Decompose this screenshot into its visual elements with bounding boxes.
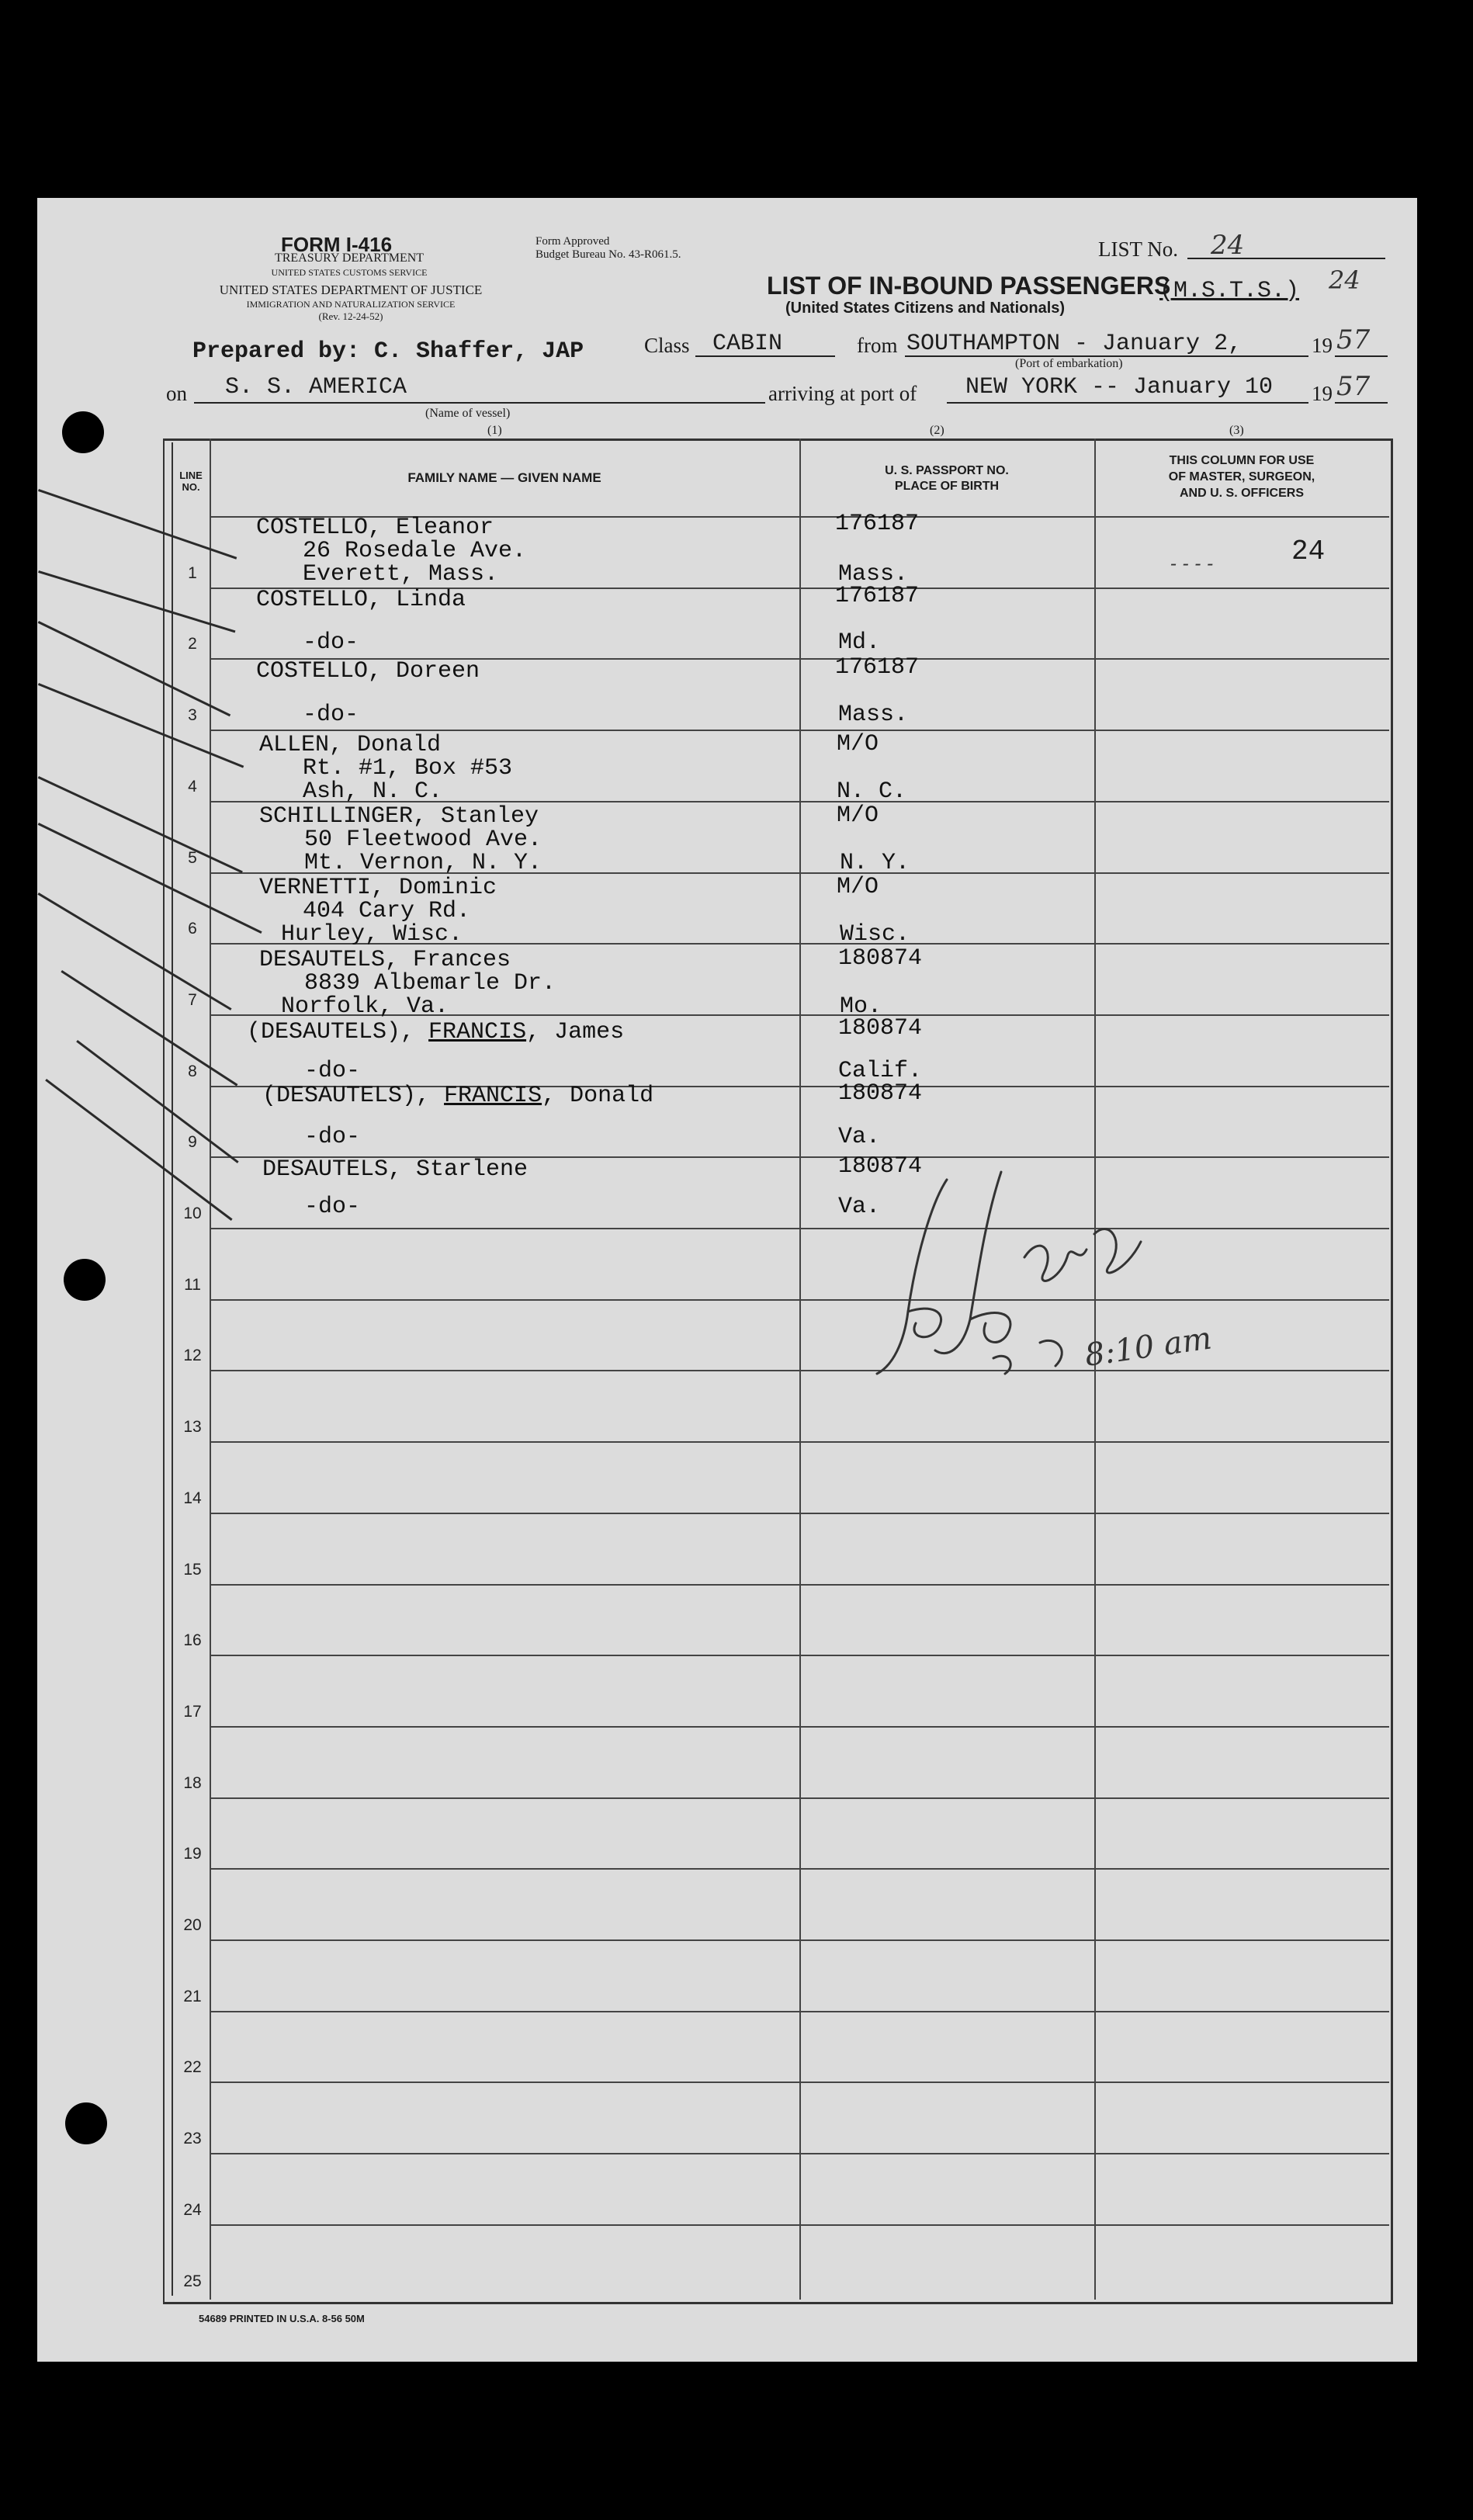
signature-time-note: 8:10 am xyxy=(1082,1320,1215,1374)
line-number: 1 xyxy=(188,564,197,582)
signature-stroke-5 xyxy=(1024,1246,1087,1281)
row-rule xyxy=(210,1797,1389,1799)
passenger-name: COSTELLO, Eleanor xyxy=(256,515,494,541)
place-of-birth: Mo. xyxy=(840,993,882,1020)
from-year-prefix: 19 xyxy=(1312,334,1333,357)
passenger-address-1: 26 Rosedale Ave. xyxy=(303,538,527,564)
header-officer-1: THIS COLUMN FOR USE xyxy=(1169,454,1315,467)
vessel-underline xyxy=(194,402,765,404)
row-rule xyxy=(210,2082,1389,2083)
signature-stroke-7 xyxy=(993,1340,1062,1374)
line-number: 13 xyxy=(183,1418,202,1436)
line-number: 20 xyxy=(183,1916,202,1934)
passenger-address-2: -do- xyxy=(303,629,359,656)
row-rule xyxy=(210,1584,1389,1586)
print-footer: 54689 PRINTED IN U.S.A. 8-56 50M xyxy=(199,2313,365,2324)
line-number: 9 xyxy=(188,1133,197,1151)
name-suffix: , Donald xyxy=(542,1083,654,1109)
signature-stroke-2 xyxy=(908,1309,941,1337)
msts-label: (M.S.T.S.) xyxy=(1159,278,1300,304)
line-number: 23 xyxy=(183,2130,202,2147)
list-title: LIST OF IN-BOUND PASSENGERS xyxy=(767,272,1171,300)
passport-number: 180874 xyxy=(838,1015,923,1042)
passenger-name: DESAUTELS, Frances xyxy=(259,947,511,973)
passenger-address-2: Ash, N. C. xyxy=(303,778,443,805)
list-no-label: LIST No. xyxy=(1098,237,1179,261)
form-number: FORM I-416 xyxy=(281,233,393,256)
class-label: Class xyxy=(644,334,690,357)
prepared-by: Prepared by: C. Shaffer, JAP xyxy=(192,338,584,365)
vessel-name: S. S. AMERICA xyxy=(225,374,407,400)
passenger-name: COSTELLO, Doreen xyxy=(256,658,480,685)
row-rule xyxy=(210,1939,1389,1941)
passport-number: 180874 xyxy=(838,1080,923,1107)
class-value: CABIN xyxy=(712,331,783,357)
agency-line-3: UNITED STATES DEPARTMENT OF JUSTICE xyxy=(219,283,483,297)
passenger-name: DESAUTELS, Starlene xyxy=(262,1156,529,1183)
line-number: 24 xyxy=(183,2201,202,2219)
column-divider-passport xyxy=(799,438,801,2300)
place-of-birth: Md. xyxy=(838,629,881,656)
place-of-birth: Wisc. xyxy=(840,921,910,948)
row-rule xyxy=(210,1655,1389,1656)
passenger-address-2: -do- xyxy=(303,702,359,728)
place-of-birth: Mass. xyxy=(838,702,909,728)
passenger-address-1: Rt. #1, Box #53 xyxy=(303,755,513,782)
passport-number: M/O xyxy=(837,874,879,900)
passenger-name xyxy=(247,1021,624,1044)
binder-hole-bottom xyxy=(65,2102,107,2144)
line-number: 19 xyxy=(183,1845,202,1863)
passenger-address-1: 50 Fleetwood Ave. xyxy=(304,827,542,853)
passenger-address-1: 404 Cary Rd. xyxy=(303,898,471,924)
line-number: 14 xyxy=(183,1489,202,1507)
line-number: 6 xyxy=(188,920,197,938)
arrival-year-underline xyxy=(1335,402,1388,404)
arrival-year: 57 xyxy=(1336,371,1371,402)
row-rule xyxy=(210,1868,1389,1870)
binder-hole-middle xyxy=(64,1259,106,1301)
from-value: SOUTHAMPTON - January 2, xyxy=(906,331,1243,357)
line-number: 10 xyxy=(183,1205,202,1222)
column-divider-name xyxy=(210,438,211,2300)
place-of-birth: Va. xyxy=(838,1124,881,1150)
line-number: 25 xyxy=(183,2272,202,2290)
header-passport-2: PLACE OF BIRTH xyxy=(894,480,1000,493)
passport-number: 176187 xyxy=(835,511,920,537)
officer-mark: 24 xyxy=(1291,536,1326,567)
header-family-name: FAMILY NAME — GIVEN NAME xyxy=(407,470,601,485)
signature-stroke-4 xyxy=(970,1313,1010,1343)
passenger-address-1: 8839 Albemarle Dr. xyxy=(304,970,556,997)
line-number: 17 xyxy=(183,1703,202,1721)
agency-line-4: IMMIGRATION AND NATURALIZATION SERVICE xyxy=(246,299,456,310)
officer-dash-mark: - - - - xyxy=(1170,553,1214,574)
line-number: 2 xyxy=(188,635,197,653)
column-number-3: (3) xyxy=(1229,424,1244,437)
inspector-signature xyxy=(861,1156,1249,1389)
header-passport-1: U. S. PASSPORT NO. xyxy=(885,464,1009,477)
line-number: 3 xyxy=(188,706,197,724)
binder-hole-top xyxy=(62,411,104,453)
passenger-name xyxy=(262,1084,653,1107)
passport-number: M/O xyxy=(837,731,879,757)
row-rule xyxy=(210,2224,1389,2226)
list-subtitle: (United States Citizens and Nationals) xyxy=(785,300,1066,317)
line-number: 16 xyxy=(183,1631,202,1649)
line-number: 4 xyxy=(188,778,197,796)
agency-line-2: UNITED STATES CUSTOMS SERVICE xyxy=(271,267,428,278)
signature-stroke-6 xyxy=(1094,1229,1141,1273)
place-of-birth: N. C. xyxy=(837,778,907,805)
column-number-2: (2) xyxy=(930,424,944,437)
form-approved: Form Approved xyxy=(535,235,610,248)
passenger-address-2: Hurley, Wisc. xyxy=(281,921,463,948)
signature-stroke-3 xyxy=(935,1172,1001,1354)
header-line-no: LINE NO. xyxy=(179,470,203,493)
row-rule xyxy=(210,2011,1389,2012)
place-of-birth: N. Y. xyxy=(840,850,910,876)
from-label: from xyxy=(857,334,898,357)
arriving-underline xyxy=(947,402,1308,404)
header-officer-3: AND U. S. OFFICERS xyxy=(1179,487,1304,500)
budget-bureau-no: Budget Bureau No. 43-R061.5. xyxy=(535,248,681,261)
row-rule xyxy=(210,1726,1389,1728)
place-of-birth: Mass. xyxy=(838,561,909,588)
line-number: 12 xyxy=(183,1347,202,1364)
line-number: 11 xyxy=(184,1276,201,1294)
passenger-address-2: Norfolk, Va. xyxy=(281,993,449,1020)
passport-number: M/O xyxy=(837,802,879,829)
line-number: 18 xyxy=(183,1774,202,1792)
name-prefix: (DESAUTELS), xyxy=(262,1083,445,1109)
from-year-underline xyxy=(1335,355,1388,357)
row-rule xyxy=(210,730,1389,731)
passenger-name: VERNETTI, Dominic xyxy=(259,875,497,901)
line-number: 5 xyxy=(188,849,197,867)
row-rule xyxy=(210,1441,1389,1443)
passenger-name: SCHILLINGER, Stanley xyxy=(259,803,539,830)
row-rule xyxy=(210,2153,1389,2154)
table-inner-border xyxy=(172,442,173,2296)
name-underlined: FRANCIS xyxy=(428,1019,527,1045)
corner-number: 24 xyxy=(1329,265,1360,295)
passport-number: 176187 xyxy=(835,654,920,681)
name-prefix: (DESAUTELS), xyxy=(247,1019,429,1045)
row-rule xyxy=(210,1513,1389,1514)
name-suffix: , James xyxy=(526,1019,625,1045)
port-of-embarkation-note: (Port of embarkation) xyxy=(1015,357,1123,370)
on-label: on xyxy=(166,382,187,405)
vessel-note: (Name of vessel) xyxy=(425,407,511,420)
line-number: 7 xyxy=(188,991,197,1009)
line-number: 21 xyxy=(183,1988,202,2005)
passenger-address-2: Mt. Vernon, N. Y. xyxy=(304,850,542,876)
list-no-value: 24 xyxy=(1211,230,1245,261)
from-year: 57 xyxy=(1336,324,1371,355)
passport-number: 180874 xyxy=(838,945,923,972)
place-of-birth: Calif. xyxy=(838,1058,923,1084)
line-number: 8 xyxy=(188,1062,197,1080)
place-of-birth: Va. xyxy=(838,1194,881,1220)
arriving-value: NEW YORK -- January 10 xyxy=(965,374,1274,400)
signature-stroke-1 xyxy=(877,1180,947,1374)
passenger-name: COSTELLO, Linda xyxy=(256,587,466,613)
passenger-address-2: -do- xyxy=(304,1058,361,1084)
header-officer-2: OF MASTER, SURGEON, xyxy=(1168,470,1315,484)
passport-number: 176187 xyxy=(835,583,920,609)
revision-date: (Rev. 12-24-52) xyxy=(318,310,383,322)
passenger-address-2: -do- xyxy=(304,1124,361,1150)
line-number: 22 xyxy=(183,2058,202,2076)
passenger-address-2: -do- xyxy=(304,1194,361,1220)
passenger-address-2: Everett, Mass. xyxy=(303,561,499,588)
line-number: 15 xyxy=(183,1561,202,1579)
column-number-1: (1) xyxy=(487,424,502,437)
passport-number: 180874 xyxy=(838,1153,923,1180)
name-underlined: FRANCIS xyxy=(444,1083,542,1109)
agency-line-1: TREASURY DEPARTMENT xyxy=(274,251,425,265)
arriving-label: arriving at port of xyxy=(768,382,917,405)
arrival-year-prefix: 19 xyxy=(1312,382,1333,405)
passenger-name: ALLEN, Donald xyxy=(259,732,442,758)
